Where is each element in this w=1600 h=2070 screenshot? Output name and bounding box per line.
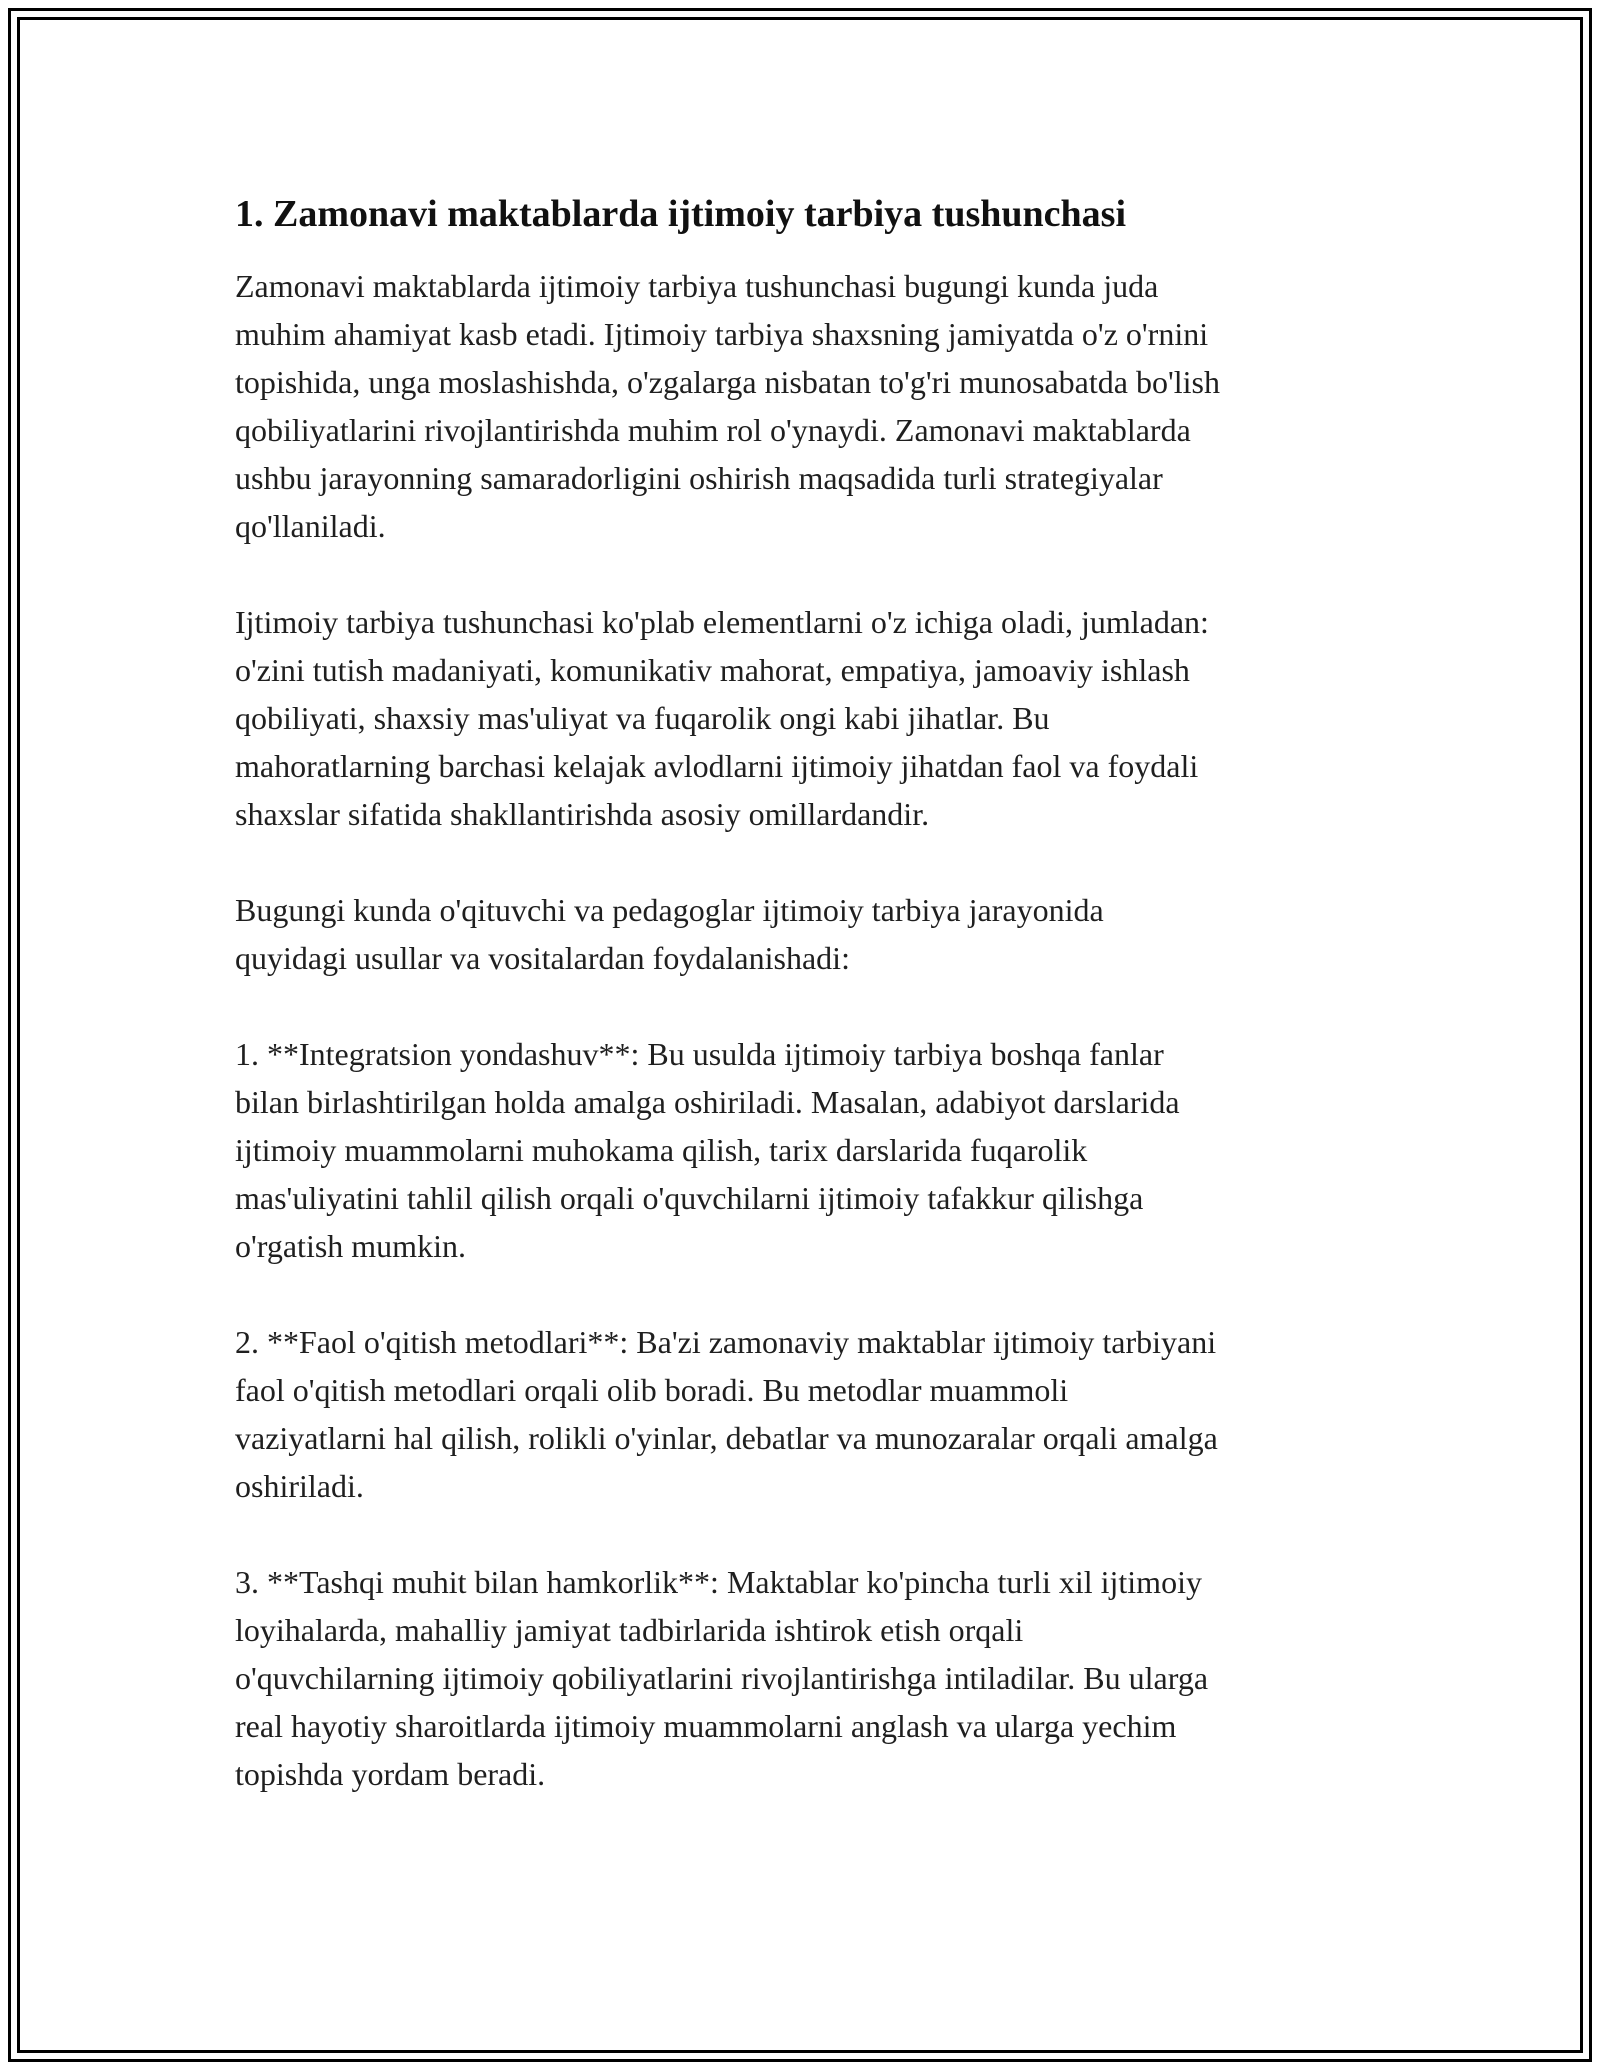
list-item-integration: 1. **Integratsion yondashuv**: Bu usulda ijtimoiy tarbiya boshqa fanlar bilan birlashtirilgan holda amalga oshiriladi. Masalan, adabiyot darslarida ijtimoiy muammolarni muhokama qilish, tarix darslarida fuqarolik mas'uliyatini tahlil qilish orqali o'quvchilarni ijtimoiy tafakkur qilishga o'rgatish mumkin. (235, 1036, 1180, 1264)
paragraph-methods-intro: Bugungi kunda o'qituvchi va pedagoglar ijtimoiy tarbiya jarayonida quyidagi usullar va vositalardan foydalanishadi: (235, 892, 1104, 976)
section-heading: 1. Zamonavi maktablarda ijtimoiy tarbiya tushunchasi (235, 193, 1126, 235)
paragraph-elements: Ijtimoiy tarbiya tushunchasi ko'plab elementlarni o'z ichiga oladi, jumladan: o'zini tutish madaniyati, komunikativ mahorat, empatiya, jamoaviy ishlash qobiliyati, shaxsiy mas'uliyat va fuqarolik ongi kabi jihatlar. Bu mahoratlarning barchasi kelajak avlodlarni ijtimoiy jihatdan faol va foydali shaxslar sifatida shakllantirishda asosiy omillardandir. (235, 604, 1209, 832)
list-item-active-teaching: 2. **Faol o'qitish metodlari**: Ba'zi zamonaviy maktablar ijtimoiy tarbiyani faol o'qitish metodlari orqali olib boradi. Bu metodlar muammoli vaziyatlarni hal qilish, rolikli o'yinlar, debatlar va munozaralar orqali amalga oshiriladi. (235, 1324, 1218, 1504)
document-body (235, 188, 1375, 1846)
paragraph-intro: Zamonavi maktablarda ijtimoiy tarbiya tushunchasi bugungi kunda juda muhim ahamiyat kasb etadi. Ijtimoiy tarbiya shaxsning jamiyatda o'z o'rnini topishida, unga moslashishda, o'zgalarga nisbatan to'g'ri munosabatda bo'lish qobiliyatlarini rivojlantirishda muhim rol o'ynaydi. Zamonavi maktablarda ushbu jarayonning samaradorligini oshirish maqsadida turli strategiyalar qo'llaniladi. (235, 268, 1220, 544)
list-item-external-cooperation: 3. **Tashqi muhit bilan hamkorlik**: Maktablar ko'pincha turli xil ijtimoiy loyihalarda, mahalliy jamiyat tadbirlarida ishtirok etish orqali o'quvchilarning ijtimoiy qobiliyatlarini rivojlantirishga intiladilar. Bu ularga real hayotiy sharoitlarda ijtimoiy muammolarni anglash va ularga yechim topishda yordam beradi. (235, 1564, 1209, 1792)
